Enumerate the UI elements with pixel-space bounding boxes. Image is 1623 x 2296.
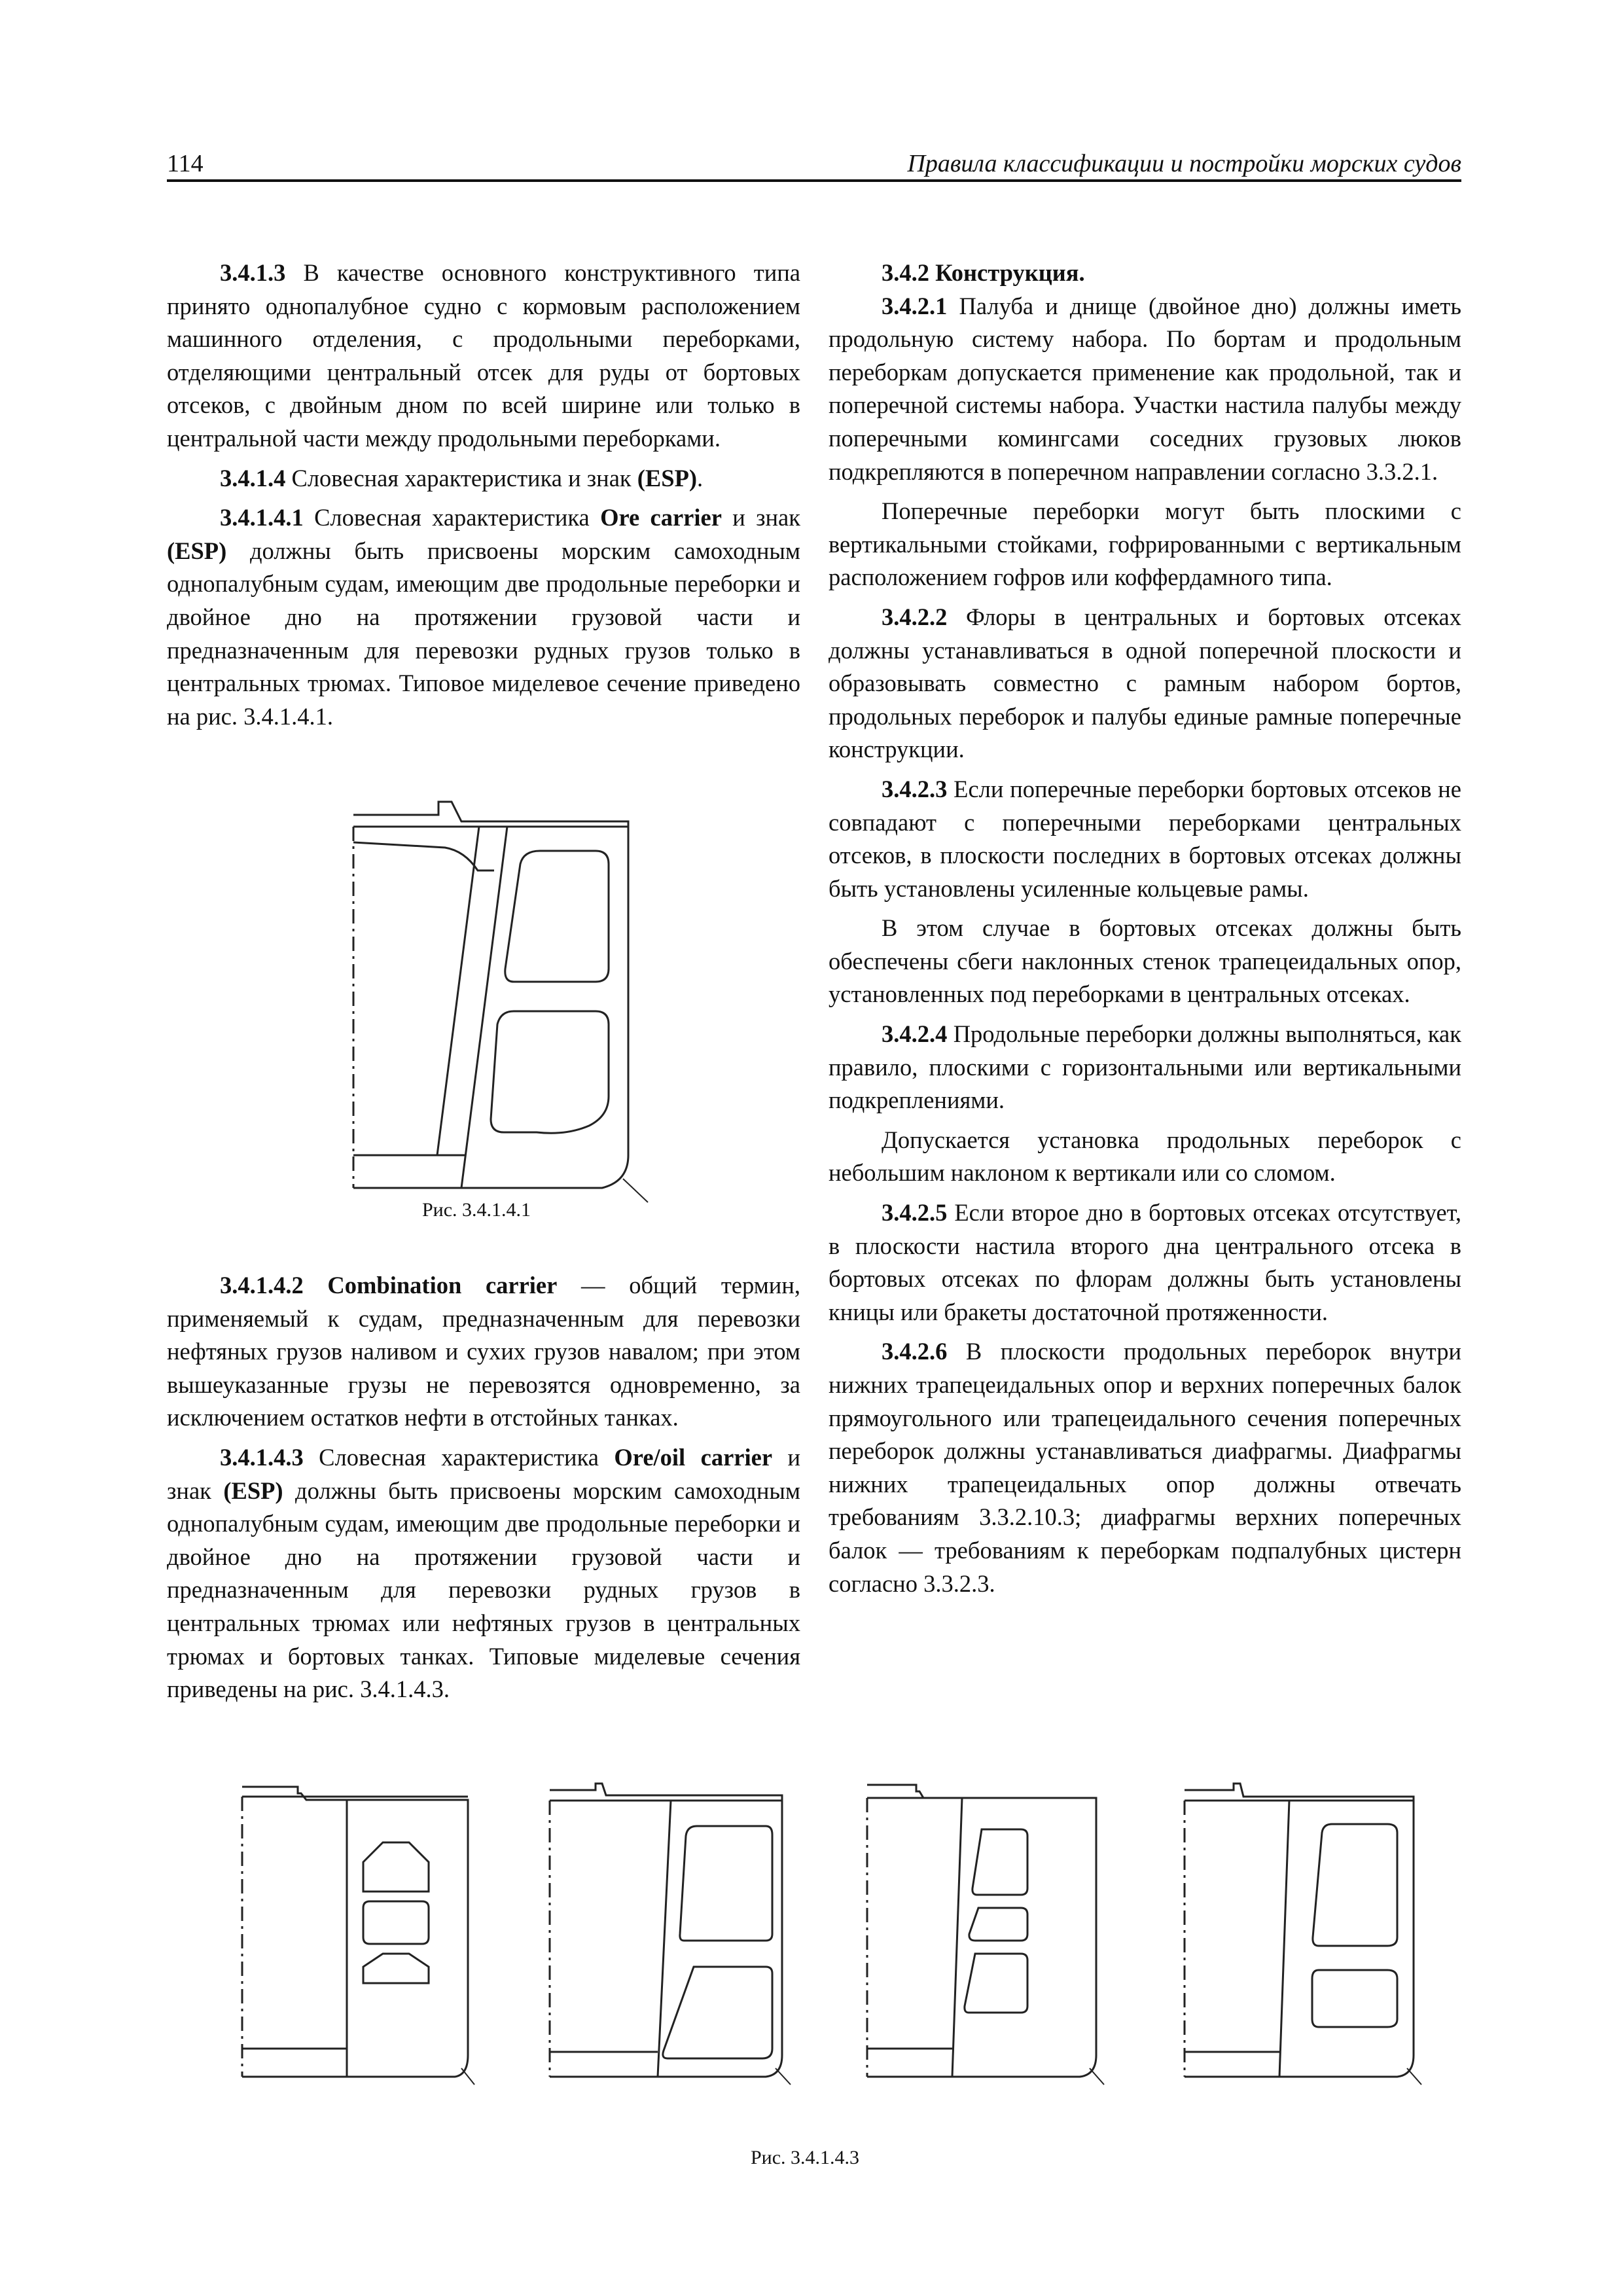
midship-section-drawing	[340, 789, 681, 1221]
paragraph-3-4-2-2	[829, 601, 1461, 766]
section-variant-d	[1185, 1784, 1421, 2085]
paragraph-text: В плоскости продольных переборок внутри нижних трапецеидальных опор и верхних поперечных балок прямоугольного или трапецеидального сечения поперечных переборок должны устанавливаться диафрагмы. Диафрагмы нижних трапецеидальных опор должны отвечать требованиям 3.3.2.10.3; диафрагмы верхних поперечных балок — требованиям к переборкам подпалубных цистерн согласно 3.3.2.3.	[829, 1338, 1461, 1597]
paragraph-text: и знак	[167, 1443, 800, 1504]
clause-number: 3.4.1.4.2 Combination carrier	[220, 1272, 558, 1299]
section-heading: 3.4.2 Конструкция.	[882, 259, 1085, 286]
bold-term: (ESP)	[167, 537, 227, 564]
left-column-bottom	[167, 1269, 800, 1706]
paragraph-3-4-2-3	[829, 773, 1461, 905]
paragraph-3-4-2-1	[829, 290, 1461, 489]
clause-number: 3.4.1.4.3	[220, 1443, 304, 1471]
midship-sections-drawing	[236, 1777, 1466, 2104]
paragraph-text: и знак	[721, 504, 800, 531]
clause-number: 3.4.2.1	[882, 292, 948, 319]
clause-number: 3.4.2.5	[882, 1199, 948, 1227]
paragraph-bulkheads	[829, 495, 1461, 594]
paragraph-text: Палуба и днище (двойное дно) должны иметь продольную систему набора. По бортам и продольным переборкам допускается применение как продольной, так и поперечной системы набора. Участки настила палубы между поперечными комингсами соседних грузовых люков подкрепляются в поперечном направлении согласно 3.3.2.1.	[829, 292, 1461, 485]
paragraph-text: Словесная характеристика	[303, 504, 601, 531]
left-column-top	[167, 257, 800, 733]
paragraph-text: Допускается установка продольных переборок с небольшим наклоном к вертикали или со сломом.	[829, 1126, 1461, 1187]
paragraph-text: Словесная характеристика и знак	[285, 464, 637, 492]
page-number: 114	[167, 150, 204, 177]
clause-number: 3.4.2.3	[882, 775, 948, 802]
paragraph-text: Поперечные переборки могут быть плоскими с вертикальными стойками, гофрированными с вертикальным расположением гофров или коффердамного типа.	[829, 497, 1461, 591]
running-title: Правила классификации и постройки морских судов	[907, 150, 1461, 177]
page-header	[167, 149, 1461, 181]
paragraph-text: должны быть присвоены морским самоходным однопалубным судам, имеющим две продольные переборки и двойное дно на протяжении грузовой части и предназначенным для перевозки рудных грузов в центральных трюмах или нефтяных грузов в центральных трюмах и бортовых танках. Типовые миделевые сечения приведены на рис. 3.4.1.4.3.	[167, 1477, 800, 1703]
paragraph-text: .	[697, 464, 704, 492]
figure-3-4-1-4-3	[236, 1777, 1466, 2104]
bold-term: Ore carrier	[600, 504, 722, 531]
clause-number: 3.4.2.2	[882, 603, 948, 630]
header-rule	[167, 179, 1461, 182]
clause-number: 3.4.2.6	[882, 1338, 948, 1365]
paragraph-slope	[829, 1124, 1461, 1190]
paragraph-text: — общий термин, применяемый к судам, предназначенным для перевозки нефтяных грузов наливом и сухих грузов навалом; при этом вышеуказанные грузы не перевозятся одновременно, за исключением остатков нефти в отстойных танках.	[167, 1272, 800, 1431]
clause-number: 3.4.2.4	[882, 1020, 948, 1048]
section-variant-b	[550, 1784, 791, 2085]
paragraph-text: Продольные переборки должны выполняться, как правило, плоскими с горизонтальными или вертикальными подкреплениями.	[829, 1020, 1461, 1114]
right-column	[829, 257, 1461, 1600]
paragraph-text: Флоры в центральных и бортовых отсеках должны устанавливаться в одной поперечной плоскости и образовывать совместно с рамным набором бортов, продольных переборок и палубы единые рамные поперечные конструкции.	[829, 603, 1461, 763]
bold-term: Ore/oil carrier	[614, 1443, 773, 1471]
paragraph-3-4-1-4	[167, 462, 800, 495]
paragraph-text: В этом случае в бортовых отсеках должны быть обеспечены сбеги наклонных стенок трапецеидальных опор, установленных под переборками в центральных отсеках.	[829, 914, 1461, 1008]
paragraph-3-4-2-6	[829, 1335, 1461, 1600]
paragraph-3-4-1-3	[167, 257, 800, 456]
figure-caption-1: Рис. 3.4.1.4.1	[422, 1199, 531, 1221]
section-heading-3-4-2	[829, 257, 1461, 290]
paragraph-text: должны быть присвоены морским самоходным однопалубным судам, имеющим две продольные переборки и двойное дно на протяжении грузовой части и предназначенным для перевозки рудных грузов только в центральных трюмах. Типовое миделевое сечение приведено на рис. 3.4.1.4.1.	[167, 537, 800, 730]
paragraph-3-4-1-4-2	[167, 1269, 800, 1435]
paragraph-3-4-2-4	[829, 1018, 1461, 1117]
clause-number: 3.4.1.4.1	[220, 504, 304, 531]
paragraph-text: Если второе дно в бортовых отсеках отсутствует, в плоскости настила второго дна центрального отсека в бортовых отсеках по флорам должны быть установлены кницы или бракеты достаточной протяженности.	[829, 1199, 1461, 1325]
paragraph-text: В качестве основного конструктивного типа принято однопалубное судно с кормовым расположением машинного отделения, с продольными переборками, отделяющими центральный отсек для руды от бортовых отсеков, с двойным дном по всей ширине или только в центральной части между продольными переборками.	[167, 259, 800, 452]
figure-caption-2: Рис. 3.4.1.4.3	[751, 2147, 860, 2168]
paragraph-text: Словесная характеристика	[303, 1443, 615, 1471]
bold-term: (ESP)	[637, 464, 698, 492]
paragraph-wing-tanks	[829, 912, 1461, 1011]
clause-number: 3.4.1.4	[220, 464, 286, 492]
paragraph-3-4-1-4-3	[167, 1441, 800, 1706]
paragraph-text: Если поперечные переборки бортовых отсеков не совпадают с поперечными переборками центральных отсеков, в плоскости последних в бортовых отсеках должны быть установлены усиленные кольцевые рамы.	[829, 775, 1461, 902]
paragraph-3-4-2-5	[829, 1196, 1461, 1329]
section-variant-a	[242, 1787, 474, 2085]
figure-3-4-1-4-1	[340, 789, 681, 1221]
clause-number: 3.4.1.3	[220, 259, 286, 286]
bold-term: (ESP)	[223, 1477, 283, 1504]
section-variant-c	[867, 1785, 1104, 2085]
paragraph-3-4-1-4-1	[167, 501, 800, 733]
